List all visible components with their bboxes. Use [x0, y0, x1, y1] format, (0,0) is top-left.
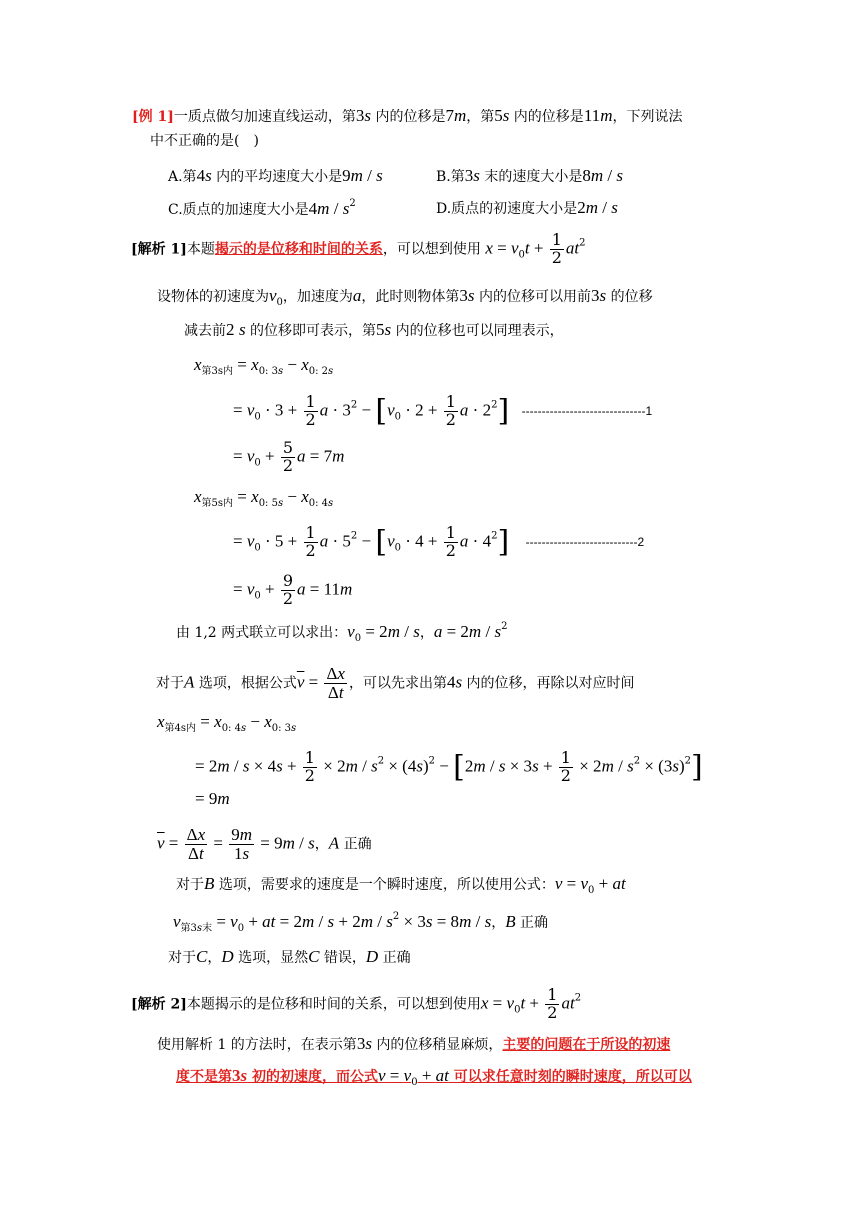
option-b-equation: $v_{第3s末} = v_0$ + at = $2m / s + 2m / s^2 \times 3s = 8m / s$，B 正确 [173, 911, 549, 934]
analysis2-heading: [解析 2]本题揭示的是位移和时间的关系，可以想到使用$x = v_0t$ + $\frac{1}{2}$ $at^2$ [131, 985, 582, 1022]
option-a: A.第4s 内的平均速度大小是9m / s [168, 166, 383, 185]
option-b-analysis: 对于B 选项，需要求的速度是一个瞬时速度，所以使用公式：$v = v_0$ + at [176, 874, 626, 896]
eq1-line3: = $v_0$ + $\frac{5}{2}$ a = 7m [233, 438, 345, 475]
analysis1-text1: 设物体的初速度为$v_0$，加速度为a，此时则物体第3s 内的位移可以用前3s 的位移 [157, 286, 653, 308]
analysis1-text2: 减去前2 s 的位移即可表示，第5s 内的位移也可以同理表示， [184, 320, 564, 339]
eq2-line3: = $v_0$ + $\frac{9}{2}$ a = 11m [233, 571, 353, 608]
analysis1-emphasis: 揭示的是位移和时间的关系 [214, 241, 383, 258]
analysis2-tag: [解析 2] [131, 996, 187, 1013]
example-tag: [例 1] [132, 109, 174, 125]
solve-line: 由 1,2 两式联立可以求出：$v_0 = 2m / s$，$a = 2m / s^2$ [176, 621, 508, 644]
analysis2-text1: 使用解析 1 的方法时，在表示第3s 内的位移稍显麻烦，主要的问题在于所设的初速 [157, 1034, 671, 1053]
eq2-line2: = $v_0 \cdot 5$ + $\frac{1}{2}$ $a \cdot 5^2 - [v_0 \cdot 4$ + $\frac{1}{2}$ $a \cdot 4^2$] ----------------------------2 [233, 523, 645, 560]
avg-velocity-line: $\overline{v}$ = $\frac{\Delta x}{\Delta t}$ = $\frac{9m}{1s}$ = 9m / s，A 正确 [157, 825, 372, 863]
analysis1-tag: [解析 1] [131, 241, 187, 258]
option-c: C.质点的加速度大小是$4m / s^2$ [168, 198, 356, 218]
eq1-line1: $x_{第3s内} = x_{0: 3s} - x_{0: 2s}$ [194, 355, 334, 377]
option-d: D.质点的初速度大小是2m / s [436, 198, 618, 217]
analysis1-heading: [解析 1]本题揭示的是位移和时间的关系，可以想到使用 $x = v_0t$ + $\frac{1}{2}$ $at^2$ [131, 230, 586, 267]
option-cd-analysis: 对于C，D 选项，显然C 错误，D 正确 [168, 947, 411, 966]
eq1-line2: = $v_0 \cdot 3$ + $\frac{1}{2}$ $a \cdot 3^2 - [v_0 \cdot 2$ + $\frac{1}{2}$ $a \cdot 2^2$] -------------------------------1 [233, 392, 653, 429]
eq3-line3: = 9m [195, 789, 230, 808]
eq3-line1: $x_{第4s内} = x_{0: 4s} - x_{0: 3s}$ [157, 712, 297, 734]
option-b: B.第3s 末的速度大小是8m / s [436, 166, 623, 185]
eq1-tag: -------------------------------1 [521, 404, 653, 419]
option-a-analysis: 对于A 选项，根据公式$\overline{v}$ = $\frac{\Delta x}{\Delta t}$ ，可以先求出第4s 内的位移，再除以对应时间 [156, 664, 635, 702]
eq3-line2: = 2m / s × 4s + $\frac{1}{2}$ × $2m / s^2 \times (4s)^2 - [2m / s \times 3s$ + $\frac{1}{2}$ × $2m / s^2 \times (3s)^2$] [195, 748, 703, 785]
example-stem-line2: 中不正确的是( ) [150, 133, 259, 149]
analysis2-text2: 度不是第3s 初的初速度，而公式$v = v_0$ + at 可以求任意时刻的瞬时速度，所以可以 [176, 1066, 692, 1088]
eq2-line1: $x_{第5s内} = x_{0: 5s} - x_{0: 4s}$ [194, 487, 334, 509]
analysis2-emphasis1: 主要的问题在于所设的初速 [502, 1037, 671, 1053]
example-stem-line1: [例 1]一质点做匀加速直线运动，第3s 内的位移是7m，第5s 内的位移是11m，下列说法 [132, 106, 683, 125]
eq2-tag: ----------------------------2 [525, 535, 645, 550]
